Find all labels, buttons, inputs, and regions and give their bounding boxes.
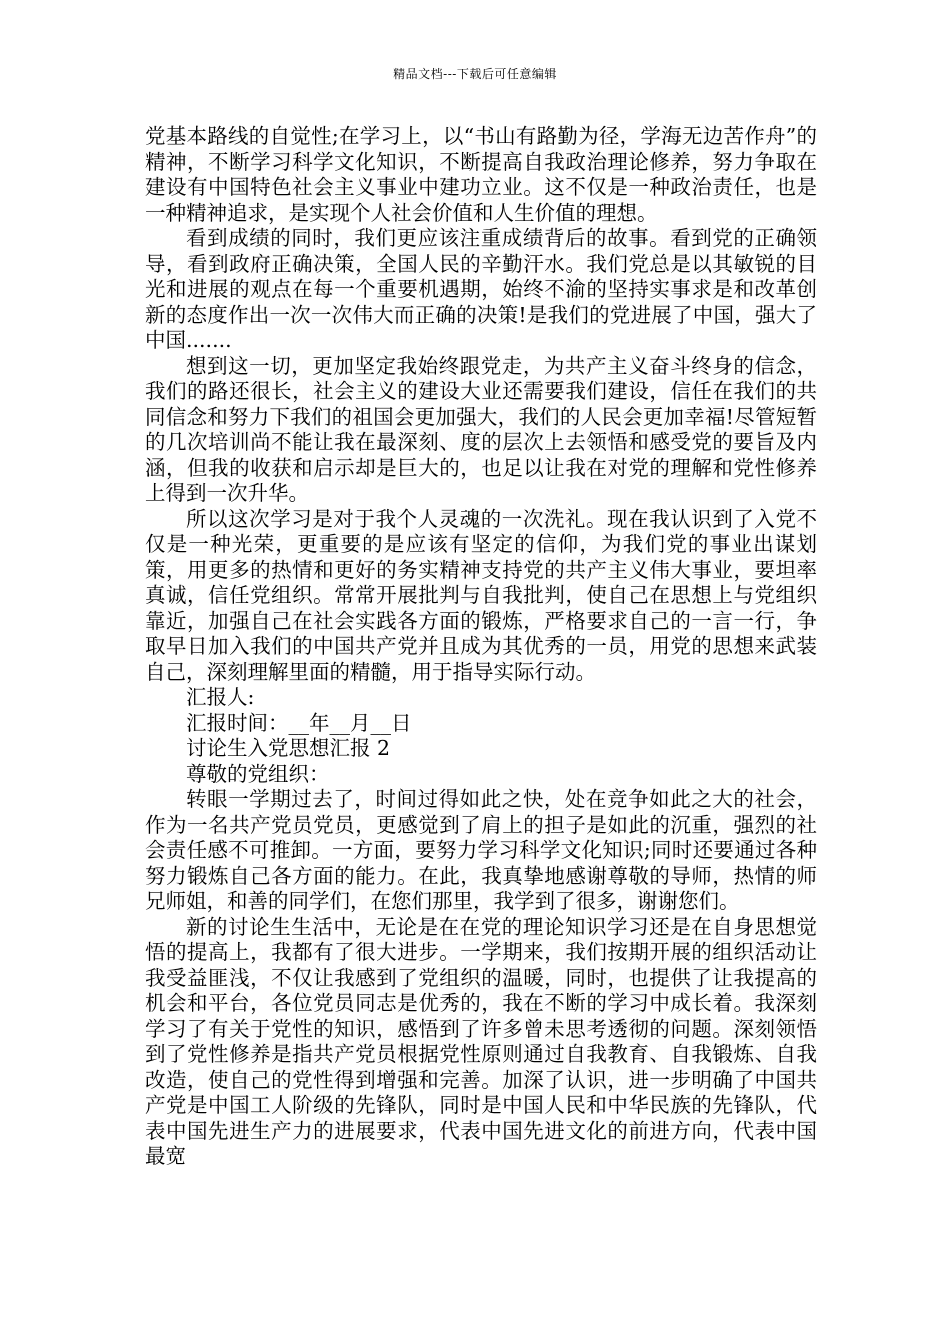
paragraph-semester: 转眼一学期过去了，时间过得如此之快，处在竞争如此之大的社会，作为一名共产党员党员，更感觉到了肩上的担子是如此的沉重，强烈的社会责任感不可推卸。一方面，要努力学习科学文化知识;同时还要通过各种努力锻炼自己各方面的能力。在此，我真挚地感谢尊敬的导师，热情的师兄师姐，和善的同学们，在您们那里，我学到了很多，谢谢您们。	[145, 787, 817, 913]
page-header: 精品文档---下载后可任意编辑	[393, 67, 557, 81]
paragraph-baptism: 所以这次学习是对于我个人灵魂的一次洗礼。现在我认识到了入党不仅是一种光荣，更重要的是应该有坚定的信仰，为我们党的事业出谋划策，用更多的热情和更好的务实精神支持党的共产主义伟大事业，要坦率真诚，信任党组织。常常开展批判与自我批判，使自己在思想上与党组织靠近，加强自己在社会实践各方面的锻炼，严格要求自己的一言一行，争取早日加入我们的中国共产党并且成为其优秀的一员，用党的思想来武装自己，深刻理解里面的精髓，用于指导实际行动。	[145, 506, 817, 684]
paragraph-continued: 党基本路线的自觉性;在学习上，以“书山有路勤为径，学海无边苦作舟”的精神，不断学习科学文化知识，不断提高自我政治理论修养，努力争取在建设有中国特色社会主义事业中建功立业。这不仅是一种政治责任，也是一种精神追求，是实现个人社会价值和人生价值的理想。	[145, 124, 817, 225]
reporter-line: 汇报人:	[186, 685, 255, 709]
salutation: 尊敬的党组织：	[186, 761, 330, 786]
paragraph-progress: 新的讨论生生活中，无论是在在党的理论知识学习还是在自身思想觉悟的提高上，我都有了很大进步。一学期来，我们按期开展的组织活动让我受益匪浅，不仅让我感到了党组织的温暖，同时，也提供了让我提高的机会和平台，各位党员同志是优秀的，我在不断的学习中成长着。我深刻学习了有关于党性的知识，感悟到了许多曾未思考透彻的问题。深刻领悟到了党性修养是指共产党员根据党性原则通过自我教育、自我锻炼、自我改造，使自己的党性得到增强和完善。加深了认识，进一步明确了中国共产党是中国工人阶级的先锋队，同时是中国人民和中华民族的先锋队，代表中国先进生产力的进展要求，代表中国先进文化的前进方向，代表中国最宽	[145, 914, 817, 1168]
paragraph-resolve: 想到这一切，更加坚定我始终跟党走，为共产主义奋斗终身的信念，我们的路还很长，社会主义的建设大业还需要我们建设，信任在我们的共同信念和努力下我们的祖国会更加强大，我们的人民会更加幸福!尽管短暂的几次培训尚不能让我在最深刻、度的层次上去领悟和感受党的要旨及内涵，但我的收获和启示却是巨大的，也足以让我在对党的理解和党性修养上得到一次升华。	[145, 353, 817, 505]
section-title: 讨论生入党思想汇报 2	[186, 736, 391, 760]
paragraph-achievements: 看到成绩的同时，我们更应该注重成绩背后的故事。看到党的正确领导，看到政府正确决策，全国人民的辛勤汗水。我们党总是以其敏锐的目光和进展的观点在每一个重要机遇期，始终不渝的坚持实事求是和改革创新的态度作出一次一次伟大而正确的决策!是我们的党进展了中国，强大了中国.......	[145, 226, 817, 352]
report-time-line: 汇报时间：__年__月__日	[186, 710, 412, 735]
document-body	[145, 124, 817, 1170]
